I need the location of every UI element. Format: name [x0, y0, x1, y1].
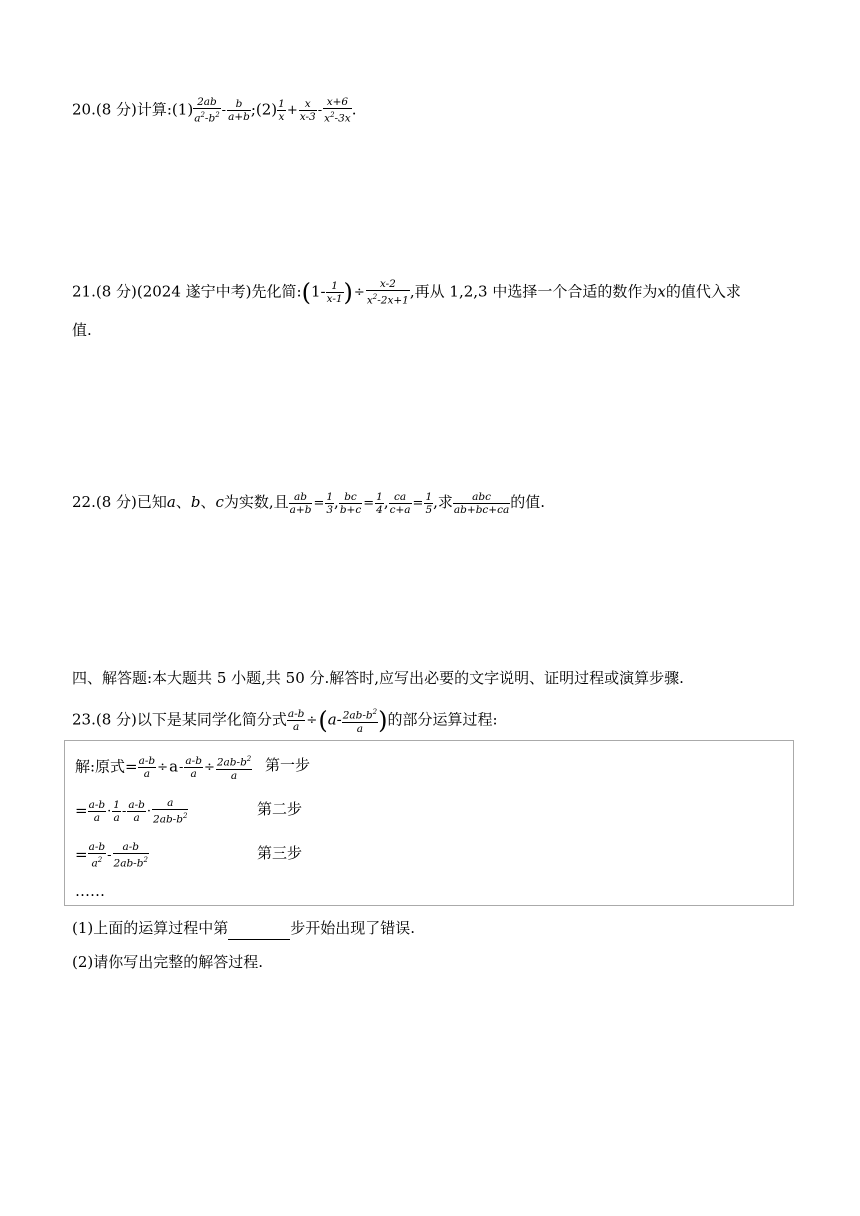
step-2-label: 第二步 [257, 800, 303, 818]
q22-fraction-bc: $\frac{bc}{b+c}$ [339, 490, 362, 516]
step-3-label: 第三步 [257, 844, 303, 862]
step-1-label: 第一步 [265, 756, 311, 774]
question-22: 22.(8 分)已知a、b、c为实数,且 $\frac{ab}{a+b}$ = $\frac{1}{3}$ , $\frac{bc}{b+c}$ = $\frac{1}{4}$ , $\frac{ca}{c+a}$ = $\frac{1}{5}$ ,求 $\frac{\text{abc}}{ab+bc+ca}$ 的值. [72, 490, 546, 516]
question-20: 20.(8 分)计算:(1) $\frac{2ab}{a^2-b^2}$ - $\frac{b}{a+b}$ ;(2) $\frac{1}{x}$ + $\frac{x}{x-3}$ - $\frac{x+6}{x^2-3x}$ . [72, 96, 357, 125]
q21-fraction-2: $\frac{x-2}{x^2-2x+1}$ [366, 278, 409, 307]
section-4-heading: 四、解答题:本大题共 5 小题,共 50 分.解答时,应写出必要的文字说明、证明过程或演算步骤. [72, 669, 684, 687]
question-23-part-1: (1)上面的运算过程中第 步开始出现了错误. [72, 916, 415, 940]
q20-fraction-3: $\frac{1}{x}$ [278, 97, 285, 123]
question-21-line-2: 值. [72, 321, 92, 339]
q20-fraction-4: $\frac{x}{x-3}$ [299, 97, 316, 123]
solution-ellipsis: …… [75, 882, 105, 900]
answer-blank[interactable] [228, 923, 290, 940]
q21-fraction-1: $\frac{1}{x-1}$ [326, 279, 343, 305]
q20-fraction-1: $\frac{2ab}{a^2-b^2}$ [194, 96, 220, 125]
q22-value-3: $\frac{1}{5}$ [425, 490, 433, 516]
q23-fraction-2: $\frac{2ab-b^2}{a}$ [342, 708, 378, 735]
q20-fraction-2: $\frac{b}{a+b}$ [228, 97, 250, 123]
solution-row-1: 解:原式= $\frac{a-b}{a}$ ÷a- $\frac{a-b}{a}$ ÷ $\frac{2ab-b^2}{a}$ 第一步 [75, 754, 311, 782]
q22-fraction-ab: $\frac{ab}{a+b}$ [289, 490, 312, 516]
question-23-part-2: (2)请你写出完整的解答过程. [72, 953, 264, 971]
solution-row-2: = $\frac{a-b}{a}$ · $\frac{1}{a}$ - $\frac{a-b}{a}$ · $\frac{a}{2ab-b^2}$ 第二步 [75, 797, 303, 826]
q22-value-1: $\frac{1}{3}$ [326, 490, 334, 516]
q22-fraction-ca: $\frac{ca}{c+a}$ [389, 490, 411, 516]
solution-row-3: = $\frac{a-b}{a^2}$ - $\frac{a-b}{2ab-b^2}$ 第三步 [75, 841, 303, 870]
q22-fraction-target: $\frac{\text{abc}}{ab+bc+ca}$ [453, 490, 510, 516]
q23-fraction-1: $\frac{a-b}{a}$ [287, 707, 305, 733]
q20-fraction-5: $\frac{x+6}{x^2-3x}$ [324, 96, 351, 125]
question-21: 21.(8 分)(2024 遂宁中考)先化简:(1- $\frac{1}{x-1}$ )÷ $\frac{x-2}{x^2-2x+1}$ ,再从 1,2,3 中选择一个合适的数作为x的值代入求 [72, 278, 741, 307]
question-23: 23.(8 分)以下是某同学化简分式 $\frac{a-b}{a}$ ÷(a- $\frac{2ab-b^2}{a}$ )的部分运算过程: [72, 706, 498, 735]
q22-value-2: $\frac{1}{4}$ [376, 490, 383, 516]
q21-prefix: 21.(8 分)(2024 遂宁中考)先化简: [72, 282, 302, 301]
solution-box [64, 740, 794, 906]
q20-prefix: 20.(8 分)计算:(1) [72, 100, 194, 119]
